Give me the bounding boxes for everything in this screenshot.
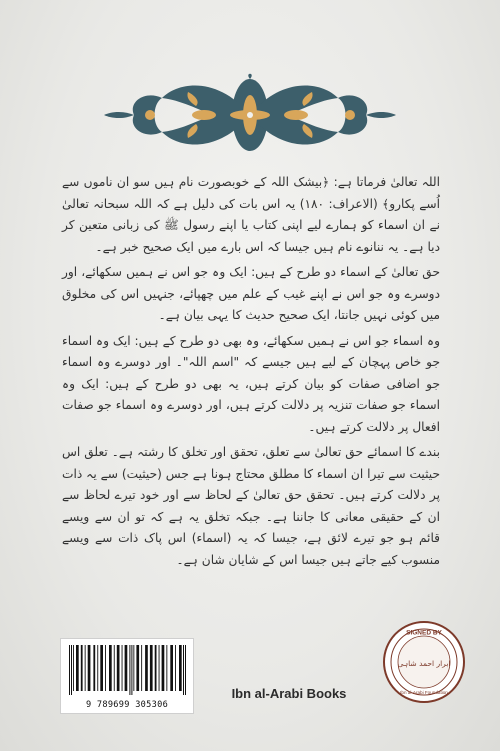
barcode-bar — [109, 645, 112, 691]
seal-name: ابرار احمد شاہی — [397, 659, 451, 668]
barcode-bar — [85, 645, 86, 691]
barcode-bar — [100, 645, 103, 691]
paragraph-2: حق تعالیٰ کے اسماء دو طرح کے ہیں: ایک وہ جو اس نے ہمیں سکھائے، اور دوسرے وہ جو اس نے اپنے غیب کے علم میں چھپائے، جنہیں اس کی مخلوق میں کوئی نہیں جانتا، ایک صحیح حدیث کا یہی بیان ہے۔ — [62, 265, 440, 322]
barcode-bar — [155, 645, 157, 691]
barcode-bar — [162, 645, 165, 691]
barcode-bar — [170, 645, 173, 691]
barcode-bar — [73, 645, 74, 691]
barcode-bar — [105, 645, 106, 691]
paragraph-4: بندے کا اسمائے حق تعالیٰ سے تعلق، تحقق اور تخلق کا رشتہ ہے۔ تعلق اس حیثیت سے تیرا ان اسماء کا مطلق محتاج ہونا ہے جس (حیثیت) سے یہ ذات پر دلالت کرتے ہیں۔ تحقق حق تعالیٰ کے لحاظ سے اور خود تیرے لحاظ سے ان کے حقیقی معانی کا جاننا ہے۔ جبکہ تخلق یہ ہے کہ تو ان سے ویسے قائم ہو جو تیرے لائق ہے، جیسا کہ یہ (اسماء) اس پاک ذات سے ویسے منسوب کیے جاتے ہیں جیسا اس کے شایان شان ہے۔ — [62, 445, 440, 567]
seal-bottom-text: Ibn al-Arabi Foundation — [400, 690, 448, 695]
barcode-bar — [97, 645, 98, 691]
publisher-name: Ibn al-Arabi Books — [231, 686, 347, 701]
barcode-bar — [81, 645, 83, 691]
barcode-bar — [122, 645, 123, 691]
barcode-bar — [145, 645, 148, 691]
barcode-bar — [69, 645, 70, 695]
signed-seal — [382, 620, 466, 704]
barcode-bar — [117, 645, 120, 691]
barcode-bar — [71, 645, 72, 695]
barcode-bars — [61, 639, 193, 699]
barcode-bar — [114, 645, 115, 691]
barcode-bar — [136, 645, 139, 691]
barcode-bar — [93, 645, 95, 691]
decorative-ornament — [100, 70, 400, 160]
body-text — [62, 172, 440, 575]
barcode-bar — [133, 645, 134, 691]
barcode-bar — [129, 645, 130, 695]
paragraph-1: اللہ تعالیٰ فرماتا ہے: ﴿بیشک اللہ کے خوبصورت نام ہیں سو ان ناموں سے اُسے پکارو﴾ (الاعراف: ۱۸۰) یہ اس بات کی دلیل ہے کہ اللہ سبحانہ تعالیٰ نے ان اسماء کو ہمارے لیے اپنی کتاب یا اپنے رسول ﷺ کی زبانی متعین کر دیا ہے۔ یہ ننانوے نام ہیں جیسا کہ اس بارے میں ایک صحیح خبر ہے۔ — [62, 175, 440, 254]
barcode-bar — [150, 645, 153, 691]
barcode-bar — [88, 645, 91, 691]
barcode-bar — [76, 645, 79, 691]
barcode-bar — [179, 645, 182, 691]
barcode-bar — [175, 645, 176, 691]
barcode-bar — [141, 645, 142, 691]
barcode-bar — [131, 645, 132, 695]
paragraph-3: وہ اسماء جو اس نے ہمیں سکھائے، وہ بھی دو طرح کے ہیں: ایک وہ اسماء جو خاص پہچان کے لیے ہیں جیسے کہ "اسم اللہ"۔ اور دوسرے وہ اسماء جو اضافی صفات کو بیان کرتے ہیں، یہ بھی دو طرح کے ہیں: ایک وہ اسماء جو صفات تنزیہ پر دلالت کرتے ہیں، اور دوسرے وہ اسماء جو صفات افعال پر دلالت کرتے ہیں۔ — [62, 333, 440, 434]
barcode-bar — [185, 645, 186, 695]
seal-top-text: SIGNED BY — [406, 629, 442, 637]
barcode-bar — [166, 645, 167, 691]
isbn-barcode — [60, 638, 194, 714]
barcode-bar — [159, 645, 160, 691]
isbn-number: 9 789699 305306 — [85, 700, 169, 710]
barcode-bar — [183, 645, 184, 695]
barcode-bar — [125, 645, 128, 691]
